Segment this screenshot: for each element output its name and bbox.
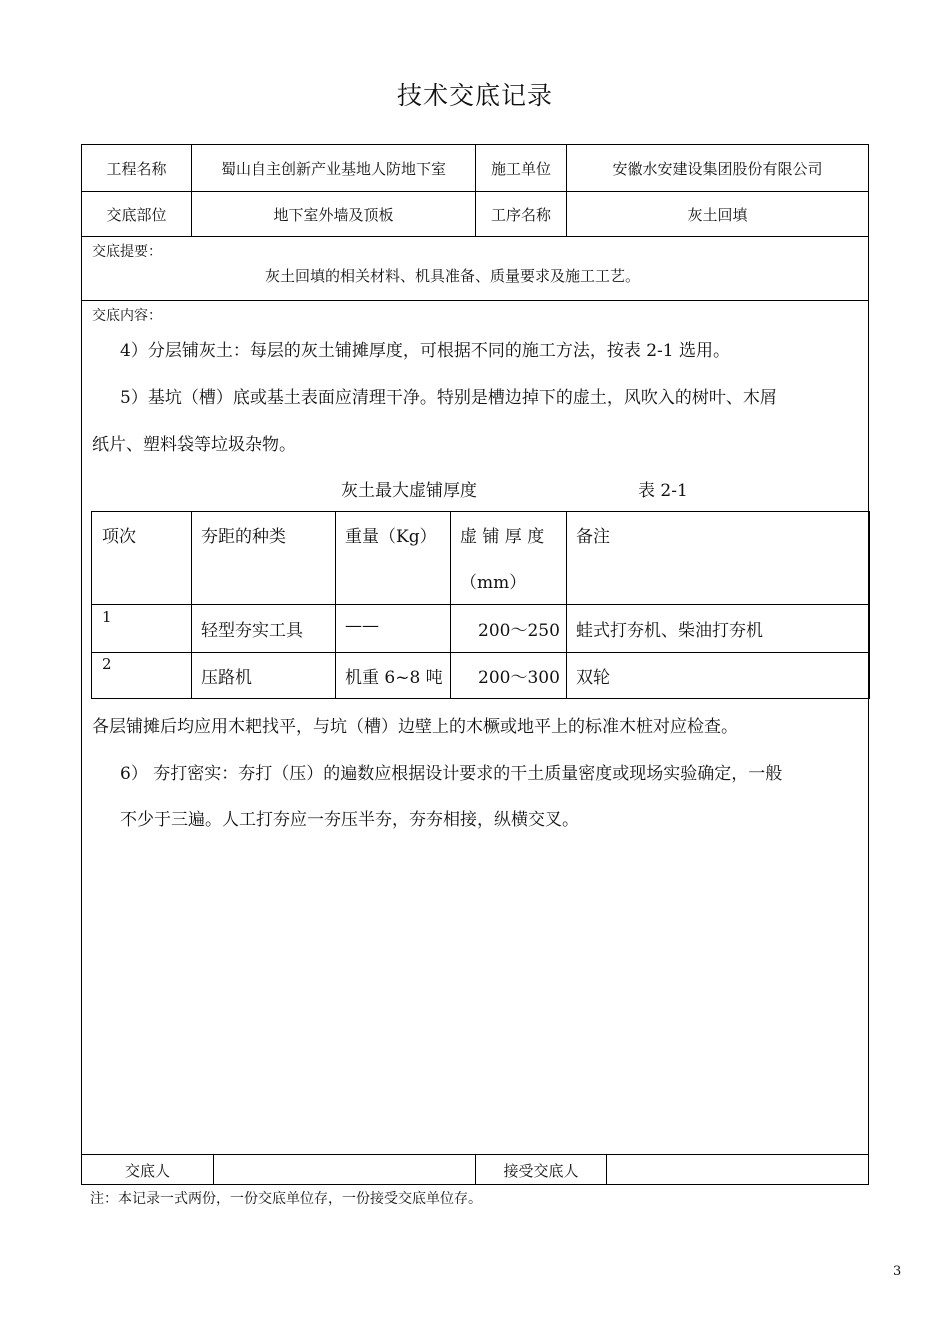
- giver-label: 交底人: [124, 1161, 170, 1180]
- part-label: 交底部位: [106, 205, 167, 224]
- project-name-label: 工程名称: [106, 159, 167, 178]
- table-caption: 灰土最大虚铺厚度: [341, 481, 477, 501]
- contractor-label: 施工单位: [490, 159, 551, 178]
- table-divider: [566, 512, 567, 698]
- divider: [82, 236, 868, 237]
- table-header-weight: 重量（Kg）: [345, 527, 437, 547]
- summary-label: 交底提要：: [92, 244, 162, 260]
- table-cell-type: 压路机: [201, 668, 252, 688]
- table-cell-type: 轻型夯实工具: [201, 621, 303, 641]
- table-header-thickness: 虚 铺 厚 度: [460, 527, 545, 547]
- table-cell-thickness: 200～300: [478, 668, 560, 688]
- table-number: 表 2-1: [638, 481, 688, 501]
- table-cell-no: 2: [102, 655, 112, 673]
- thickness-table: [91, 511, 870, 699]
- table-cell-remark: 双轮: [576, 668, 610, 688]
- table-header-remark: 备注: [576, 527, 610, 547]
- contractor-value: 安徽水安建设集团股份有限公司: [612, 159, 823, 178]
- receiver-signature-field[interactable]: [607, 1155, 868, 1185]
- paragraph-6-line-2: 不少于三遍。人工打夯应一夯压半夯，夯夯相接，纵横交叉。: [120, 810, 579, 830]
- table-divider: [450, 512, 451, 698]
- table-header-unit: （mm）: [460, 573, 527, 593]
- table-cell-thickness: 200～250: [478, 621, 560, 641]
- table-divider: [191, 512, 192, 698]
- table-divider: [92, 604, 869, 605]
- table-divider: [92, 652, 869, 653]
- paragraph-5-line-1: 5）基坑（槽）底或基土表面应清理干净。特别是槽边掉下的虚土，风吹入的树叶、木屑: [120, 388, 777, 408]
- table-cell-weight: ——: [345, 616, 379, 636]
- part-value: 地下室外墙及顶板: [273, 205, 394, 224]
- paragraph-5-line-2: 纸片、塑料袋等垃圾杂物。: [92, 435, 296, 455]
- content-label: 交底内容：: [92, 308, 162, 324]
- record-form: [81, 144, 869, 1185]
- table-cell-no: 1: [102, 608, 112, 626]
- table-cell-remark: 蛙式打夯机、柴油打夯机: [576, 621, 763, 641]
- process-label: 工序名称: [490, 205, 551, 224]
- paragraph-4: 4）分层铺灰土：每层的灰土铺摊厚度，可根据不同的施工方法，按表 2-1 选用。: [120, 341, 730, 361]
- giver-signature-field[interactable]: [214, 1155, 475, 1185]
- table-header-type: 夯距的种类: [201, 527, 286, 547]
- paragraph-after-table: 各层铺摊后均应用木耙找平，与坑（槽）边壁上的木橛或地平上的标准木桩对应检查。: [92, 717, 738, 737]
- project-name-value: 蜀山自主创新产业基地人防地下室: [220, 159, 446, 178]
- page-number: 3: [893, 1264, 902, 1279]
- table-header-no: 项次: [102, 527, 136, 547]
- summary-text: 灰土回填的相关材料、机具准备、质量要求及施工工艺。: [265, 267, 641, 285]
- process-value: 灰土回填: [687, 205, 748, 224]
- receiver-label: 接受交底人: [503, 1161, 579, 1180]
- paragraph-6-line-1: 6） 夯打密实：夯打（压）的遍数应根据设计要求的干土质量密度或现场实验确定，一般: [120, 764, 783, 784]
- divider: [82, 300, 868, 301]
- table-cell-weight: 机重 6~8 吨: [345, 668, 443, 688]
- table-divider: [335, 512, 336, 698]
- page-title: 技术交底记录: [396, 81, 553, 110]
- footnote: 注：本记录一式两份，一份交底单位存，一份接受交底单位存。: [90, 1191, 482, 1207]
